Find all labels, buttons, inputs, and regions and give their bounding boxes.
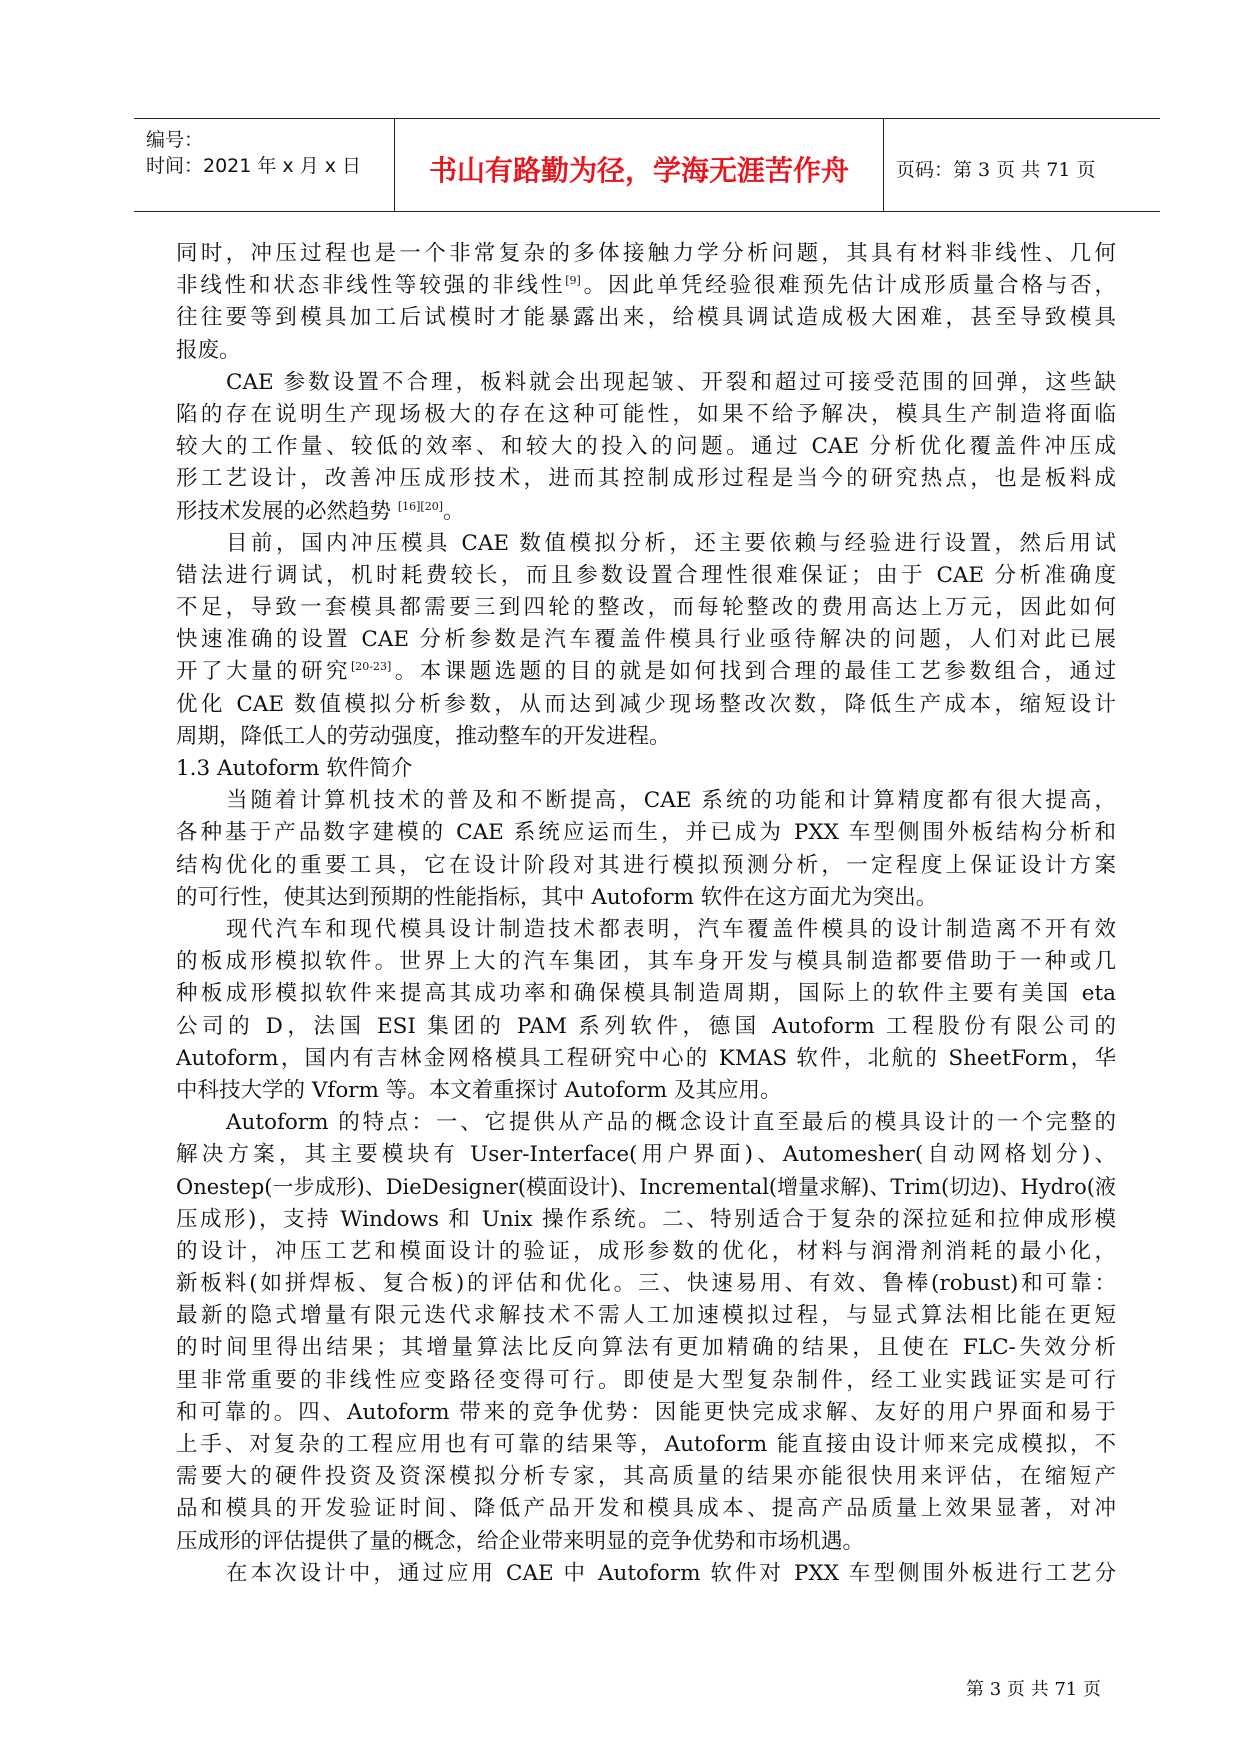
paragraph-6-line: 和可靠的。四、Autoform 带来的竞争优势：因能更快完成求解、友好的用户界面和易于 bbox=[176, 1399, 1116, 1425]
paragraph-3-line: 快速准确的设置 CAE 分析参数是汽车覆盖件模具行业亟待解决的问题，人们对此已展 bbox=[176, 627, 1116, 653]
paragraph-4-line: 当随着计算机技术的普及和不断提高，CAE 系统的功能和计算精度都有很大提高， bbox=[226, 788, 1116, 814]
body-text bbox=[176, 238, 1116, 1590]
paragraph-5-line: Autoform，国内有吉林金网格模具工程研究中心的 KMAS 软件，北航的 SheetForm，华 bbox=[176, 1045, 1116, 1071]
paragraph-4-line: 各种基于产品数字建模的 CAE 系统应运而生，并已成为 PXX 车型侧围外板结构分析和 bbox=[176, 820, 1116, 846]
paragraph-3-line: 周期，降低工人的劳动强度，推动整车的开发进程。 bbox=[176, 723, 671, 749]
paragraph-6-line: 最新的隐式增量有限元迭代求解技术不需人工加速模拟过程，与显式算法相比能在更短 bbox=[176, 1303, 1116, 1329]
paragraph-6-line: 里非常重要的非线性应变路径变得可行。即使是大型复杂制件，经工业实践证实是可行 bbox=[176, 1367, 1116, 1393]
text-run: 。因此单凭经验很难预先估计成形质量合格与否， bbox=[580, 273, 1116, 299]
citation: [9] bbox=[565, 274, 581, 288]
section-heading: 1.3 Autoform 软件简介 bbox=[176, 756, 413, 781]
paragraph-3-line bbox=[176, 656, 1116, 688]
paragraph-1-line: 同时，冲压过程也是一个非常复杂的多体接触力学分析问题，其具有材料非线性、几何 bbox=[176, 241, 1116, 266]
paragraph-6-line: 的设计，冲压工艺和模面设计的验证，成形参数的优化，材料与润滑剂消耗的最小化， bbox=[176, 1238, 1116, 1264]
paragraph-6-line: 需要大的硬件投资及资深模拟分析专家，其高质量的结果亦能很快用来评估，在缩短产 bbox=[176, 1464, 1116, 1490]
header-motto: 书山有路勤为径，学海无涯苦作舟 bbox=[428, 154, 849, 187]
paragraph-5-line: 公司的 D，法国 ESI 集团的 PAM 系列软件，德国 Autoform 工程股份有限公司的 bbox=[176, 1013, 1116, 1039]
paragraph-1-line bbox=[176, 270, 1116, 302]
paragraph-3-line: 优化 CAE 数值模拟分析参数，从而达到减少现场整改次数，降低生产成本，缩短设计 bbox=[176, 691, 1116, 717]
text-run: 非线性和状态非线性等较强的非线性 bbox=[176, 273, 566, 299]
paragraph-6-line: 上手、对复杂的工程应用也有可靠的结果等，Autoform 能直接由设计师来完成模拟，不 bbox=[176, 1431, 1116, 1457]
header-right-cell bbox=[884, 119, 1160, 211]
paragraph-6-line: 品和模具的开发验证时间、降低产品开发和模具成本、提高产品质量上效果显著，对冲 bbox=[176, 1496, 1116, 1522]
paragraph-3-line: 不足，导致一套模具都需要三到四轮的整改，而每轮整改的费用高达上万元，因此如何 bbox=[176, 595, 1116, 621]
header-page-info: 页码：第 3 页 共 71 页 bbox=[896, 159, 1096, 181]
citation: [16][20] bbox=[397, 499, 444, 513]
paragraph-2-line: 形工艺设计，改善冲压成形技术，进而其控制成形过程是当今的研究热点，也是板料成 bbox=[176, 466, 1116, 492]
citation: [20-23] bbox=[350, 660, 392, 674]
paragraph-6-line: 解决方案，其主要模块有 User-Interface(用户界面)、Automesher(自动网格划分)、 bbox=[176, 1142, 1116, 1168]
paragraph-2-line: CAE 参数设置不合理，板料就会出现起皱、开裂和超过可接受范围的回弹，这些缺 bbox=[226, 369, 1116, 395]
paragraph-5-line: 种板成形模拟软件来提高其成功率和确保模具制造周期，国际上的软件主要有美国 eta bbox=[176, 981, 1116, 1007]
paragraph-1-line: 报废。 bbox=[176, 337, 241, 363]
text-run: 。本课题选题的目的就是如何找到合理的最佳工艺参数组合，通过 bbox=[391, 659, 1116, 685]
paragraph-6-line: 新板料(如拼焊板、复合板)的评估和优化。三、快速易用、有效、鲁棒(robust)和可靠： bbox=[176, 1271, 1116, 1296]
paragraph-3-line: 错法进行调试，机时耗费较长，而且参数设置合理性很难保证；由于 CAE 分析准确度 bbox=[176, 562, 1116, 588]
paragraph-5-line: 的板成形模拟软件。世界上大的汽车集团，其车身开发与模具制造都要借助于一种或几 bbox=[176, 949, 1116, 975]
paragraph-6-line: Onestep(一步成形)、DieDesigner(模面设计)、Incremental(增量求解)、Trim(切边)、Hydro(液 bbox=[176, 1175, 1116, 1200]
paragraph-6-line: Autoform 的特点：一、它提供从产品的概念设计直至最后的模具设计的一个完整的 bbox=[226, 1110, 1116, 1136]
paragraph-1-line: 往往要等到模具加工后试模时才能暴露出来，给模具调试造成极大困难，甚至导致模具 bbox=[176, 305, 1116, 331]
paragraph-5-line: 现代汽车和现代模具设计制造技术都表明，汽车覆盖件模具的设计制造离不开有效 bbox=[226, 916, 1116, 942]
paragraph-4-line: 的可行性，使其达到预期的性能指标，其中 Autoform 软件在这方面尤为突出。 bbox=[176, 884, 938, 910]
paragraph-6-line: 压成形)，支持 Windows 和 Unix 操作系统。二、特别适合于复杂的深拉延和拉伸成形模 bbox=[176, 1206, 1116, 1232]
paragraph-2-line bbox=[176, 496, 1116, 528]
document-time-label: 时间：2021 年 x 月 x 日 bbox=[146, 155, 362, 177]
paragraph-5-line: 中科技大学的 Vform 等。本文着重探讨 Autoform 及其应用。 bbox=[176, 1077, 782, 1103]
header-left-cell bbox=[134, 119, 394, 211]
text-run: 开了大量的研究 bbox=[176, 659, 351, 685]
paragraph-2-line: 较大的工作量、较低的效率、和较大的投入的问题。通过 CAE 分析优化覆盖件冲压成 bbox=[176, 434, 1116, 460]
paragraph-6-line: 的时间里得出结果；其增量算法比反向算法有更加精确的结果，且使在 FLC-失效分析 bbox=[176, 1335, 1116, 1361]
paragraph-7-line: 在本次设计中，通过应用 CAE 中 Autoform 软件对 PXX 车型侧围外板进行工艺分 bbox=[226, 1560, 1116, 1586]
paragraph-6-line: 压成形的评估提供了量的概念，给企业带来明显的竞争优势和市场机遇。 bbox=[176, 1528, 865, 1554]
text-run: 。 bbox=[443, 498, 465, 524]
text-run: 形技术发展的必然趋势 bbox=[176, 498, 398, 524]
page-footer: 第 3 页 共 71 页 bbox=[966, 1679, 1101, 1700]
paragraph-2-line: 陷的存在说明生产现场极大的存在这种可能性，如果不给予解决，模具生产制造将面临 bbox=[176, 401, 1116, 427]
paragraph-4-line: 结构优化的重要工具，它在设计阶段对其进行模拟预测分析，一定程度上保证设计方案 bbox=[176, 852, 1116, 878]
paragraph-3-line: 目前，国内冲压模具 CAE 数值模拟分析，还主要依赖与经验进行设置，然后用试 bbox=[226, 530, 1116, 556]
header-middle-cell bbox=[394, 119, 884, 211]
document-number-label: 编号： bbox=[146, 129, 204, 151]
page-header bbox=[134, 118, 1160, 212]
